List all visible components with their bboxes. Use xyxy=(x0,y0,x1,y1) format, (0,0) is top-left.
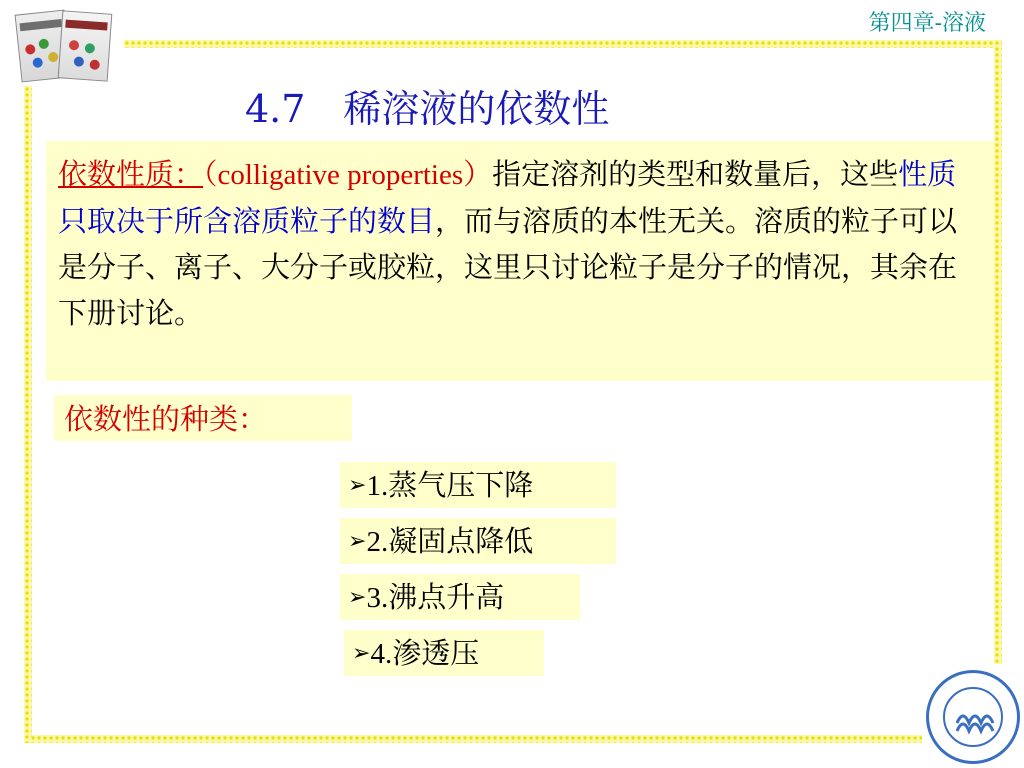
chapter-header: 第四章-溶液 xyxy=(868,11,986,36)
list-item: ➢1.蒸气压下降 xyxy=(340,462,616,508)
frame-right-border xyxy=(994,40,1002,664)
university-seal-icon xyxy=(926,670,1020,764)
frame-top-border xyxy=(124,40,1002,48)
english-term: （colligative properties） xyxy=(203,159,493,191)
seal-emblem-icon xyxy=(929,673,1017,761)
arrow-bullet-icon: ➢ xyxy=(348,473,367,498)
book-cover-right xyxy=(58,10,113,81)
list-item: ➢2.凝固点降低 xyxy=(340,518,616,564)
section-title: 4.7 稀溶液的依数性 xyxy=(245,87,610,131)
arrow-bullet-icon: ➢ xyxy=(348,585,367,610)
list-item: ➢3.沸点升高 xyxy=(340,574,580,620)
frame-bottom-border xyxy=(24,735,922,743)
definition-text-part2: ，而与溶质的本性无关。溶质的粒子可以是分子、离子、大分子或胶粒，这里只讨论粒子是分子的情况，其余在下册讨论。 xyxy=(58,204,958,330)
textbook-cover-icon xyxy=(14,8,114,82)
frame-left-border xyxy=(24,86,32,743)
arrow-bullet-icon: ➢ xyxy=(352,641,371,666)
types-label: 依数性的种类： xyxy=(54,395,352,441)
arrow-bullet-icon: ➢ xyxy=(348,529,367,554)
definition-label: 依数性质： xyxy=(58,157,204,191)
definition-emphasis: 性质只取决于所含溶质粒子的数目 xyxy=(58,157,957,238)
definition-box xyxy=(46,141,994,381)
definition-text-part1: 指定溶剂的类型和数量后，这些 xyxy=(492,157,899,191)
list-item: ➢4.渗透压 xyxy=(344,630,544,676)
